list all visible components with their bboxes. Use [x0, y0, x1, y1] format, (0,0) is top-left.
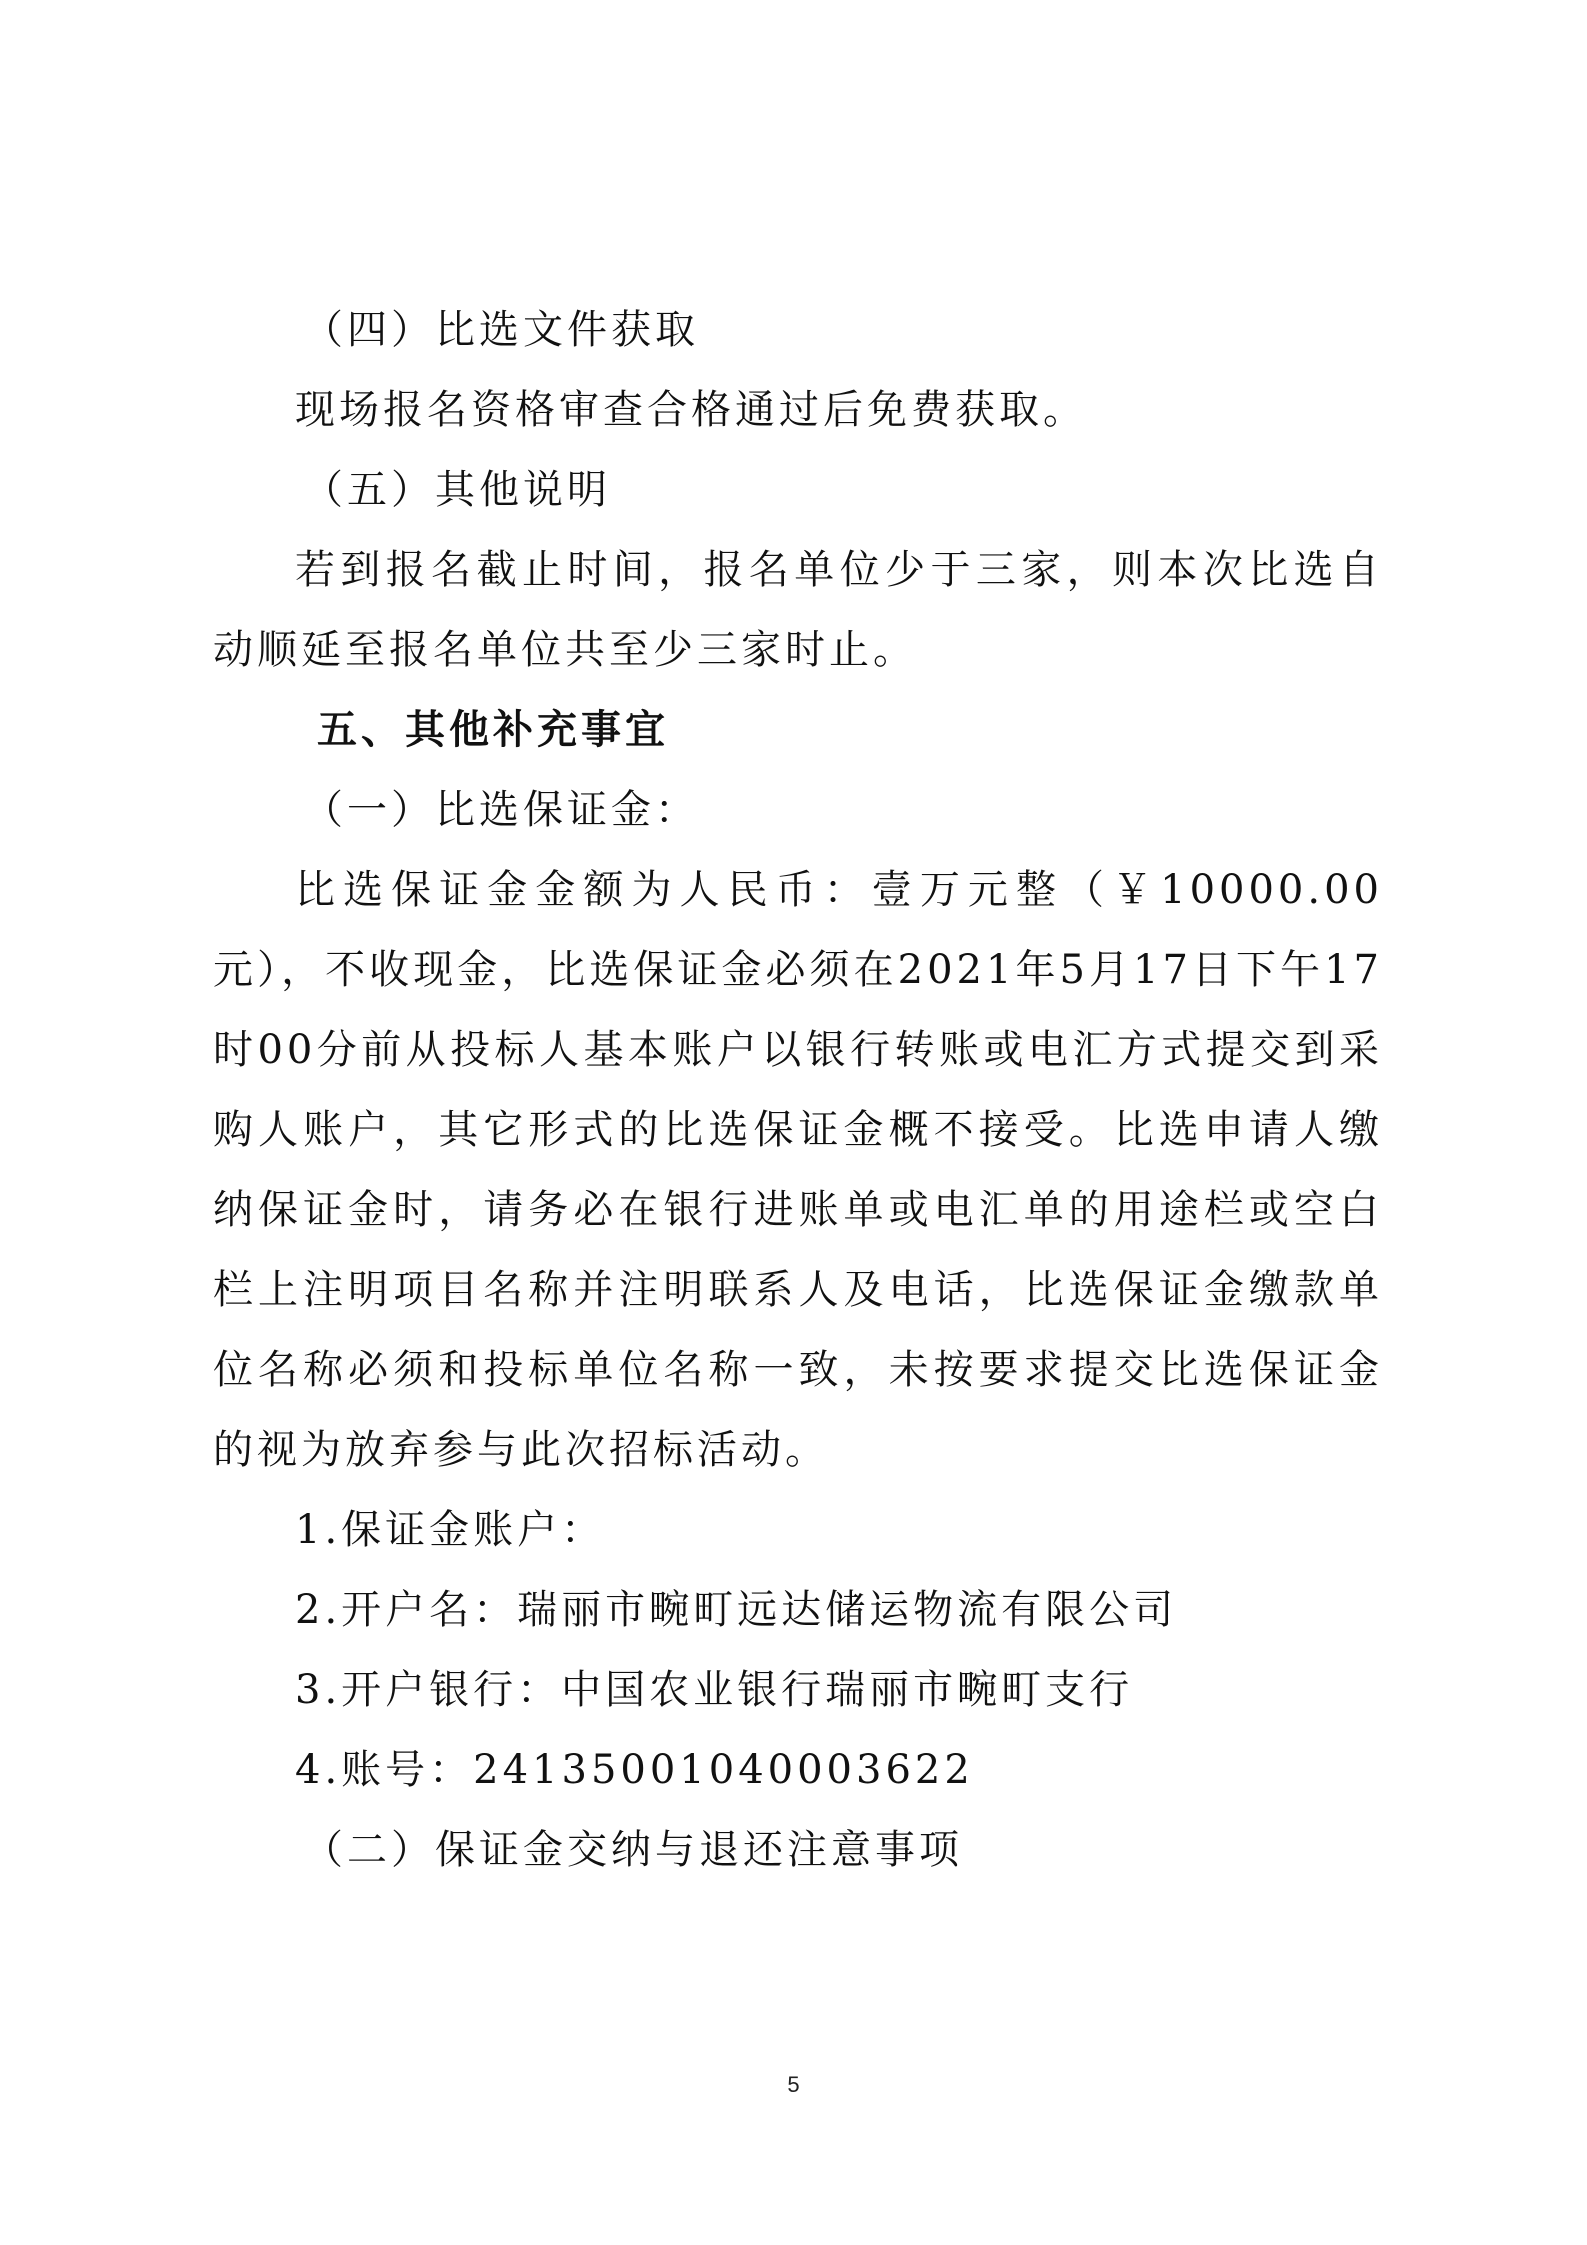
account-name-item: 2.开户名：瑞丽市畹町远达储运物流有限公司: [295, 1587, 1178, 1633]
document-body: [213, 290, 1383, 1890]
account-number-item: 4.账号：24135001040003622: [295, 1747, 974, 1793]
deposit-account-item: 1.保证金账户：: [295, 1507, 606, 1553]
paragraph-other-notes: 若到报名截止时间，报名单位少于三家，则本次比选自动顺延至报名单位共至少三家时止。: [213, 547, 1383, 673]
section-subheading-deposit-notes: （二）保证金交纳与退还注意事项: [303, 1827, 963, 1873]
bank-name-item: 3.开户银行：中国农业银行瑞丽市畹町支行: [295, 1667, 1134, 1713]
section-subheading-4: （四）比选文件获取: [303, 307, 699, 353]
section-subheading-5: （五）其他说明: [303, 467, 611, 513]
paragraph-deposit-details: 比选保证金金额为人民币：壹万元整（￥10000.00元），不收现金，比选保证金必须在2021年5月17日下午17时00分前从投标人基本账户以银行转账或电汇方式提交到采购人账户，其它形式的比选保证金概不接受。比选申请人缴纳保证金时，请务必在银行进账单或电汇单的用途栏或空白栏上注明项目名称并注明联系人及电话，比选保证金缴款单位名称必须和投标单位名称一致，未按要求提交比选保证金的视为放弃参与此次招标活动。: [213, 867, 1383, 1473]
section-subheading-deposit: （一）比选保证金：: [303, 787, 699, 833]
paragraph-document-acquisition: 现场报名资格审查合格通过后免费获取。: [295, 387, 1087, 433]
page-number: 5: [787, 2072, 800, 2097]
section-heading-supplementary: 五、其他补充事宜: [317, 707, 669, 753]
